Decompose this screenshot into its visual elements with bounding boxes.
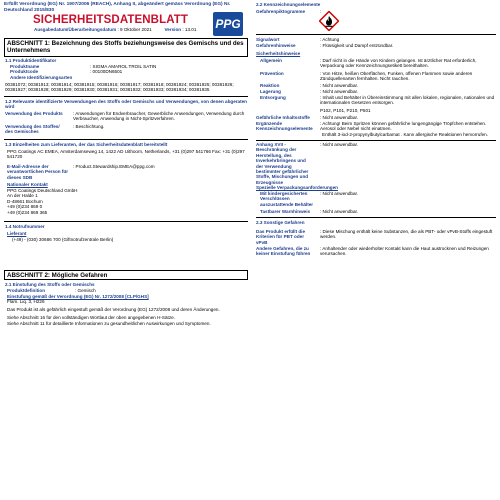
s14-title: 1.4 Notrufnummer — [5, 224, 45, 229]
gefahrenhinweise-label: Gefahrenhinweise — [256, 43, 296, 48]
praevention-label: Prävention — [260, 71, 284, 76]
produktdef-row — [7, 288, 247, 293]
andere-gefahren-value: : Anhaltender oder wiederholter Kontakt kann die Haut austrocknen und Reizungen verursachen. — [320, 246, 489, 257]
entsorgung-label: Entsorgung — [260, 95, 286, 100]
s12-title: 1.2 Relevante identifizierte Verwendungen des Stoffs oder Gemischs und Verwendungen, von denen abgeraten wird — [5, 99, 247, 110]
entsorgung-value: : Inhalt und Behälter in Übereinstimmung mit allen lokalen, regionalen, nationalen und internationalen Gesetzen entsorgen. — [320, 95, 495, 106]
andere-label: Andere Identifizierungsarten — [10, 75, 73, 80]
allgemein-value: : Darf nicht in die Hände von Kindern gelangen. Ist ärztlicher Rat erforderlich, Verpackung oder Kennzeichnungsetikett bereithalten. — [320, 58, 477, 69]
divider — [4, 96, 248, 97]
flame-pictogram-icon — [319, 11, 339, 31]
email-label: E-Mail-Adresse der verantwortlichen Person für dieses SDB — [7, 164, 69, 180]
section1-title: ABSCHNITT 1: Bezeichnung des Stoffs beziehungsweise des Gemischs und des Unternehmens — [7, 40, 244, 54]
verwendung-value: : Anwendungen für Endverbraucher, Gewerbliche Anwendungen, Verwendung durch Verbraucher, Anwendung in Nicht-Spritzverfahren. — [73, 111, 245, 122]
gefahr-label: Gefahrenpiktogramme — [256, 9, 306, 14]
s21-title: 2.1 Einstufung des Stoffs oder Gemischs — [5, 282, 95, 287]
einstufung-value: Flam. Liq. 3, H226 — [7, 299, 45, 304]
ausgabe-value: : 9 Oktober 2021 — [117, 27, 152, 32]
ausgabe-line — [34, 27, 196, 32]
pbt-value: : Diese Mischung enthält keine Substanzen, die als PBT- oder vPvB-Stoffs eingestuft werden. — [320, 229, 493, 240]
supplier-address: PPG Coatings AC EMEA, Amsterdamseweg 14, 1422 AD Uithoorn, Netherlands, +31 (0)297 541766 Fax: +31 (0)297 541720 — [7, 149, 245, 160]
praevention-value: : Von Hitze, heißen Oberflächen, Funken, offenen Flammen sowie anderen Zündquellenarten fernhalten. Nicht rauchen. — [320, 71, 473, 82]
verwendung2-value: : Beschichtung. — [73, 124, 105, 129]
produktdef-label: Produktdefinition — [7, 288, 46, 293]
produktname-value: : SIGMA AMAROL TROIL SATIN — [90, 64, 157, 69]
sicherheitshinweise-label: Sicherheitshinweise — [256, 51, 301, 56]
pbt-label: Das Produkt erfüllt die Kriterien für PBT oder vPvB — [256, 229, 306, 245]
regulation-text: Erfüllt Verordnung (EG) Nr. 1907/2006 (REACH), Anhang II, abgeändert gemäss Verordnung (EG) Nr. Deutschland 2015/830 — [4, 2, 231, 13]
section2-title: ABSCHNITT 2: Mögliche Gefahren — [7, 272, 108, 279]
gefahr-value: : — [320, 9, 322, 14]
produktcode-row — [10, 69, 248, 74]
section2-line3: Siehe Abschnitt 11 für detaillierte Informationen zu gesundheitlichen Auswirkungen und Symptomen. — [7, 321, 211, 326]
ergaenzend-value: : Achtung! Beim Spritzen können gefährliche lungengängige Tröpfchen entstehen. Aerosol oder Nebel nicht einatmen. — [320, 121, 487, 132]
kindersicher-label: Mit kindergesicherten Verschlüssen auszustattende Behälter — [260, 191, 314, 207]
section2-header — [4, 270, 248, 280]
version-value: : 13.01 — [182, 27, 197, 32]
allgemein-label: Allgemein — [260, 58, 282, 63]
ppg-logo: PPG — [213, 12, 243, 36]
lagerung-label: Lagerung — [260, 89, 281, 94]
divider — [4, 221, 248, 222]
lieferant-value: (+49) - (030) 30686 700 (Giftnotrufzentrale Berlin) — [12, 237, 114, 242]
gefinhalt-value: : Nicht anwendbar. — [320, 115, 359, 120]
national-line: D-48661 Bochum — [7, 198, 43, 204]
signalwort-label: Signalwort — [256, 37, 280, 42]
anhang-label: Anhang XVII - Beschränkung der Herstellung, des Inverkehrbringens und der Verwendung bestimmter gefährlicher Stoffe, Mischungen und Erzeugnisse — [256, 142, 309, 185]
gefinhalt-label: Gefährliche Inhaltsstoffe — [256, 115, 310, 120]
ergaenzend-value2: Enthält 3-iod-2-propynylbutylcarbamat . Kann allergische Reaktionen hervorrufen. — [322, 132, 488, 137]
tastbar-label: Tastbarer Warnhinweis — [260, 209, 311, 214]
anhang-value: : Nicht anwendbar. — [320, 142, 359, 147]
ausgabe-label: Ausgabedatum/Überarbeitungsdatum — [34, 27, 117, 32]
produktcode-label: Produktcode — [10, 69, 39, 74]
divider — [256, 34, 496, 35]
section2-line1: Das Produkt ist als gefährlich eingestuft gemäß der Verordnung (EG) 1272/2008 und deren Änderungen. — [7, 307, 220, 312]
einstufung-title: Einstufung gemäß der Verordnung (EG) Nr. 1272/2008 [CLP/GHS] — [7, 294, 149, 299]
p-codes: P102, P101, P210, P501 — [320, 108, 371, 113]
national-label: Nationaler Kontakt — [7, 182, 48, 187]
version-label: Version — [164, 27, 182, 32]
produktname-label: Produktname — [10, 64, 40, 69]
national-line: An der Halde 1 — [7, 193, 38, 199]
verwendung2-label: Verwendung des Stoffes/ des Gemisches — [5, 124, 60, 135]
andere-codes: 00381072; 00381913; 00381914; 00381915; 00381916; 00381917; 00381918; 00381924; 00381925; 00381926; 00381927; 00381928; 00381929; 00381930; 00381931; 00381932; 00381933; 00381934; 00381935 — [5, 82, 234, 93]
produktdef-value: : Gemisch — [75, 288, 96, 293]
national-line: +49 (0)234 869 0 — [7, 204, 43, 210]
andere-gefahren-label: Andere Gefahren, die zu keiner Einstufung führen — [256, 246, 311, 257]
reaktion-label: Reaktion — [260, 83, 280, 88]
produktcode-value: : 00100DN6501 — [90, 69, 123, 74]
divider — [4, 139, 248, 140]
lagerung-value: : Nicht anwendbar. — [320, 89, 359, 94]
reaktion-value: : Nicht anwendbar. — [320, 83, 359, 88]
national-line: PPG Coatings Deutschland GmbH — [7, 188, 78, 193]
lieferant-label: Lieferant — [7, 231, 27, 236]
s13-title: 1.3 Einzelheiten zum Lieferanten, der das Sicherheitsdatenblatt bereitstellt — [5, 142, 168, 147]
section1-header — [4, 38, 248, 57]
verwendung-label: Verwendung des Produkts — [5, 111, 63, 116]
divider — [256, 217, 496, 218]
national-line: +49 (0)234 869 365 — [7, 209, 48, 215]
divider — [256, 140, 496, 141]
s11-title: 1.1 Produktidentifikator — [5, 58, 57, 63]
kindersicher-value: : Nicht anwendbar. — [320, 191, 359, 196]
s23-title: 2.3 Sonstige Gefahren — [256, 220, 305, 225]
signalwort-value: : Achtung — [320, 37, 340, 42]
tastbar-value: : Nicht anwendbar. — [320, 209, 359, 214]
s22-title: 2.2 Kennzeichnungselemente — [256, 2, 321, 7]
section2-line2: Siehe Abschnitt 16 für den vollständigen Wortlaut der oben angegebenen H-Sätze. — [7, 315, 175, 320]
ergaenzend-label: Ergänzende Kennzeichnungselemente — [256, 121, 313, 132]
spezielle-label: Spezielle Verpackungsanforderungen — [256, 185, 338, 190]
gefahrenhinweise-value: : Flüssigkeit und Dampf entzündbar. — [320, 43, 394, 48]
email-value[interactable]: : Product.Stewardship.EMEA@ppg.com — [73, 164, 155, 169]
national-lines — [7, 188, 77, 215]
page-title: SICHERHEITSDATENBLATT — [33, 14, 189, 26]
